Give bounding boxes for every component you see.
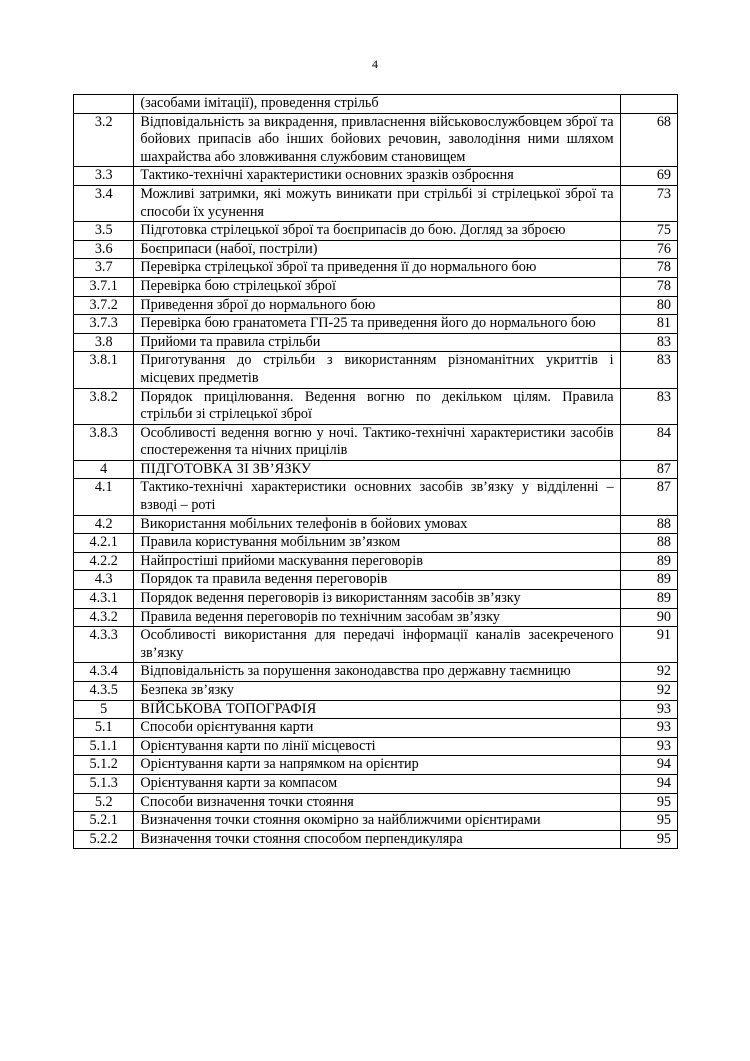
section-title: Відповідальність за порушення законодавства про державну таємницю: [134, 663, 620, 682]
section-number: 4.3: [74, 571, 134, 590]
section-title: Перевірка стрілецької зброї та приведення її до нормального бою: [134, 259, 620, 278]
toc-body: [74, 95, 678, 849]
toc-row: [74, 315, 678, 334]
section-page: [620, 95, 677, 114]
section-page: 83: [620, 352, 677, 388]
section-title: Способи визначення точки стояння: [134, 793, 620, 812]
toc-row: [74, 719, 678, 738]
toc-row: [74, 793, 678, 812]
section-title: Порядок ведення переговорів із використанням засобів зв’язку: [134, 590, 620, 609]
section-page: 95: [620, 830, 677, 849]
section-number: 3.2: [74, 113, 134, 167]
section-title: Перевірка бою гранатомета ГП-25 та приведення його до нормального бою: [134, 315, 620, 334]
section-number: 3.8: [74, 333, 134, 352]
section-number: 4.3.4: [74, 663, 134, 682]
section-number: 3.7.3: [74, 315, 134, 334]
section-page: 94: [620, 774, 677, 793]
section-number: 4.3.5: [74, 682, 134, 701]
section-page: 90: [620, 608, 677, 627]
section-number: 3.7: [74, 259, 134, 278]
toc-row: [74, 388, 678, 424]
toc-row: [74, 296, 678, 315]
section-page: 88: [620, 534, 677, 553]
section-title: Боєприпаси (набої, постріли): [134, 240, 620, 259]
section-page: 87: [620, 460, 677, 479]
section-title: Особливості ведення вогню у ночі. Тактико-технічні характеристики засобів спостереження та нічних прицілів: [134, 424, 620, 460]
section-number: 4.3.2: [74, 608, 134, 627]
section-page: 89: [620, 590, 677, 609]
toc-row: [74, 571, 678, 590]
section-page: 76: [620, 240, 677, 259]
toc-row: [74, 424, 678, 460]
section-page: 78: [620, 277, 677, 296]
section-title: (засобами імітації), проведення стрільб: [134, 95, 620, 114]
toc-row: [74, 756, 678, 775]
section-title: Приведення зброї до нормального бою: [134, 296, 620, 315]
section-page: 93: [620, 737, 677, 756]
section-title: Правила ведення переговорів по технічним засобам зв’язку: [134, 608, 620, 627]
toc-row: [74, 185, 678, 221]
section-number: 5.2.1: [74, 812, 134, 831]
section-title: Орієнтування карти за напрямком на орієнтир: [134, 756, 620, 775]
section-title: Орієнтування карти за компасом: [134, 774, 620, 793]
section-title: Тактико-технічні характеристики основних зразків озброєння: [134, 167, 620, 186]
section-number: 5.2.2: [74, 830, 134, 849]
section-number: 3.8.2: [74, 388, 134, 424]
table-of-contents: [73, 94, 678, 849]
section-number: 5.1: [74, 719, 134, 738]
section-title: Безпека зв’язку: [134, 682, 620, 701]
toc-row: [74, 167, 678, 186]
toc-row: [74, 113, 678, 167]
section-title: Відповідальність за викрадення, привласнення військовослужбовцем зброї та бойових припасів або інших бойових речовин, заволодіння ними шляхом шахрайства або зловживання службовим становищем: [134, 113, 620, 167]
section-title: Найпростіші прийоми маскування переговорів: [134, 552, 620, 571]
section-page: 83: [620, 333, 677, 352]
page-number: 4: [372, 57, 378, 71]
section-page: 92: [620, 682, 677, 701]
toc-row: [74, 663, 678, 682]
toc-row: [74, 222, 678, 241]
section-title: Перевірка бою стрілецької зброї: [134, 277, 620, 296]
section-page: 80: [620, 296, 677, 315]
section-number: 3.8.1: [74, 352, 134, 388]
toc-row: [74, 333, 678, 352]
section-number: 5.1.2: [74, 756, 134, 775]
section-page: 89: [620, 571, 677, 590]
toc-row: [74, 737, 678, 756]
section-number: 3.8.3: [74, 424, 134, 460]
section-number: 5.1.1: [74, 737, 134, 756]
section-number: 4.2: [74, 515, 134, 534]
section-title: Тактико-технічні характеристики основних засобів зв’язку у відділенні – взводі – роті: [134, 479, 620, 515]
section-title: ПІДГОТОВКА ЗІ ЗВ’ЯЗКУ: [134, 460, 620, 479]
section-page: 89: [620, 552, 677, 571]
toc-row: [74, 830, 678, 849]
section-title: Порядок та правила ведення переговорів: [134, 571, 620, 590]
toc-row: [74, 608, 678, 627]
toc-row: [74, 352, 678, 388]
section-title: Використання мобільних телефонів в бойових умовах: [134, 515, 620, 534]
section-number: [74, 95, 134, 114]
section-page: 83: [620, 388, 677, 424]
section-number: 3.7.2: [74, 296, 134, 315]
toc-row: [74, 627, 678, 663]
section-title: Способи орієнтування карти: [134, 719, 620, 738]
section-number: 4.3.1: [74, 590, 134, 609]
section-number: 4.1: [74, 479, 134, 515]
section-title: Приготування до стрільби з використанням різноманітних укриттів і місцевих предметів: [134, 352, 620, 388]
toc-row: [74, 240, 678, 259]
toc-row: [74, 700, 678, 719]
section-title: Орієнтування карти по лінії місцевості: [134, 737, 620, 756]
section-title: Правила користування мобільним зв’язком: [134, 534, 620, 553]
section-page: 92: [620, 663, 677, 682]
section-page: 81: [620, 315, 677, 334]
toc-row: [74, 534, 678, 553]
toc-row: [74, 774, 678, 793]
toc-row: [74, 460, 678, 479]
section-page: 75: [620, 222, 677, 241]
section-number: 4.3.3: [74, 627, 134, 663]
section-page: 95: [620, 812, 677, 831]
section-number: 3.7.1: [74, 277, 134, 296]
section-page: 88: [620, 515, 677, 534]
section-page: 93: [620, 700, 677, 719]
toc-row: [74, 590, 678, 609]
section-page: 95: [620, 793, 677, 812]
section-number: 5.2: [74, 793, 134, 812]
section-page: 69: [620, 167, 677, 186]
toc-row: [74, 277, 678, 296]
section-page: 84: [620, 424, 677, 460]
section-number: 3.4: [74, 185, 134, 221]
section-page: 93: [620, 719, 677, 738]
toc-row: [74, 515, 678, 534]
toc-row: [74, 259, 678, 278]
section-page: 91: [620, 627, 677, 663]
section-page: 78: [620, 259, 677, 278]
toc-row: [74, 812, 678, 831]
toc-row: [74, 479, 678, 515]
section-title: ВІЙСЬКОВА ТОПОГРАФІЯ: [134, 700, 620, 719]
toc-row: [74, 95, 678, 114]
section-number: 4.2.2: [74, 552, 134, 571]
toc-row: [74, 682, 678, 701]
section-number: 3.6: [74, 240, 134, 259]
section-number: 3.3: [74, 167, 134, 186]
section-number: 4: [74, 460, 134, 479]
toc-row: [74, 552, 678, 571]
section-title: Прийоми та правила стрільби: [134, 333, 620, 352]
section-number: 5: [74, 700, 134, 719]
section-page: 94: [620, 756, 677, 775]
section-title: Підготовка стрілецької зброї та боєприпасів до бою. Догляд за зброєю: [134, 222, 620, 241]
section-title: Порядок прицілювання. Ведення вогню по декільком цілям. Правила стрільби зі стрілецької зброї: [134, 388, 620, 424]
section-title: Можливі затримки, які можуть виникати при стрільбі зі стрілецької зброї та способи їх усунення: [134, 185, 620, 221]
section-number: 3.5: [74, 222, 134, 241]
section-title: Визначення точки стояння окомірно за найближчими орієнтирами: [134, 812, 620, 831]
section-number: 4.2.1: [74, 534, 134, 553]
section-page: 73: [620, 185, 677, 221]
section-page: 68: [620, 113, 677, 167]
section-number: 5.1.3: [74, 774, 134, 793]
section-page: 87: [620, 479, 677, 515]
section-title: Особливості використання для передачі інформації каналів засекреченого зв’язку: [134, 627, 620, 663]
section-title: Визначення точки стояння способом перпендикуляра: [134, 830, 620, 849]
